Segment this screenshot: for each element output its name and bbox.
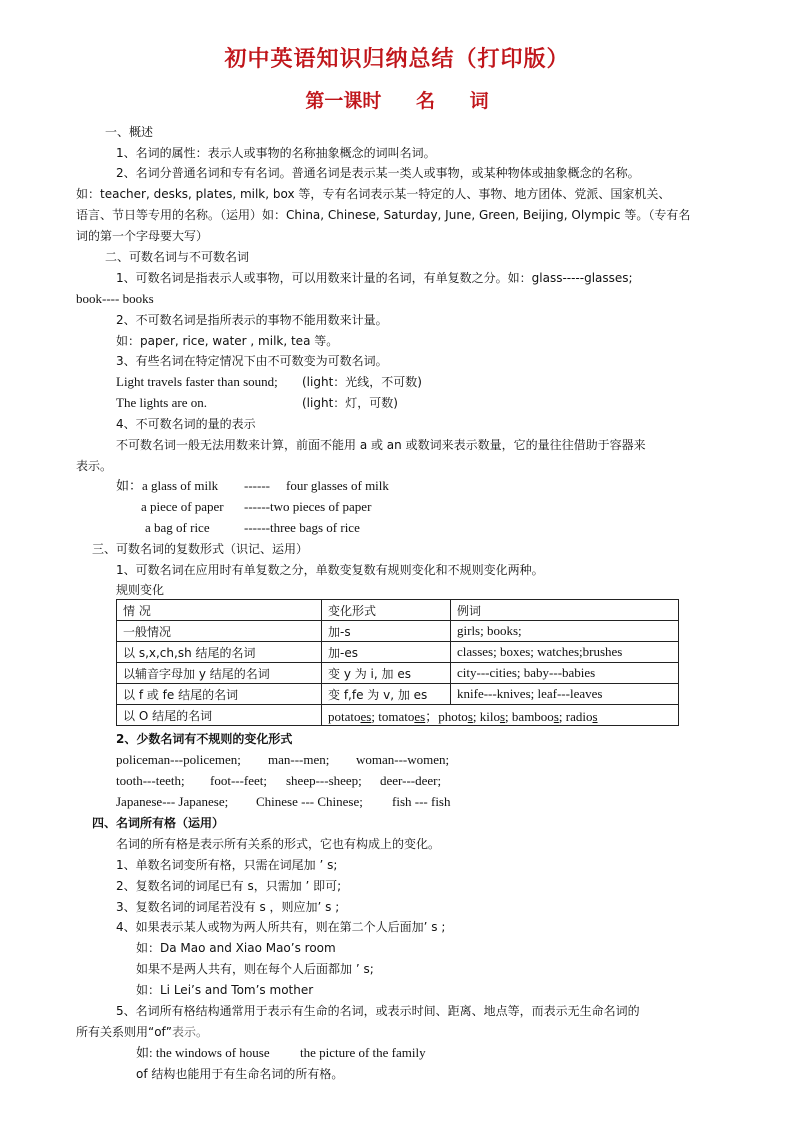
section-heading-plural: 三、可数名词的复数形式（识记、运用）: [92, 542, 309, 556]
lesson-topic-char-2: 词: [469, 90, 489, 112]
irregular-example: tooth---teeth;: [116, 773, 185, 788]
paragraph-line: [76, 1024, 208, 1040]
word-stem: potato: [328, 708, 361, 724]
o-ending-example-word: [328, 709, 371, 724]
lesson-subtitle: [0, 86, 794, 113]
example-phrase: four glasses of milk: [286, 478, 389, 493]
word-stem: tomato: [378, 708, 415, 724]
irregular-example: woman---women;: [356, 752, 450, 767]
irregular-example: Japanese--- Japanese;: [116, 794, 229, 809]
example-phrase: a bag of rice: [145, 520, 210, 535]
example-phrase: 如：a glass of milk: [116, 478, 219, 493]
paragraph-line: 词的第一个字母要大写）: [76, 229, 209, 243]
paragraph-line: 2、不可数名词是指所表示的事物不能用数来计量。: [116, 313, 388, 327]
table-row: [117, 621, 679, 642]
paragraph-line: 4、不可数名词的量的表示: [116, 417, 256, 431]
plural-rules-table: [116, 599, 679, 726]
paragraph-line: 语言、节日等专用的名称。（运用）如：China, Chinese, Saturday, June, Green, Beijing, Olympic 等。（专有名: [76, 208, 691, 222]
plural-suffix: s: [592, 708, 598, 724]
table-header-cell: 例词: [451, 600, 679, 621]
table-cell: girls; books;: [451, 621, 679, 642]
table-header-row: [117, 600, 679, 621]
paragraph-line: 如：teacher, desks, plates, milk, box 等，专有名词表示某一特定的人、事物、地方团体、党派、国家机关、: [76, 187, 671, 201]
plural-suffix: s: [467, 708, 473, 724]
example-sentence: The lights are on.: [116, 395, 207, 410]
irregular-example: man---men;: [268, 752, 330, 767]
irregular-example: foot---feet;: [210, 773, 268, 788]
lesson-topic-char-1: 名: [415, 90, 435, 112]
of-structure-suffix: 表示。: [172, 1025, 209, 1039]
lesson-number: 第一课时: [305, 90, 382, 112]
o-ending-example-word: [566, 709, 598, 724]
table-cell: classes; boxes; watches;brushes: [451, 642, 679, 663]
table-cell: 以 O 结尾的名词: [117, 705, 322, 726]
paragraph-line: 2、少数名词有不规则的变化形式: [116, 732, 293, 746]
of-structure-text: 所有关系则用“of”: [76, 1025, 173, 1039]
table-row: [117, 663, 679, 684]
example-dash: ------: [244, 478, 270, 493]
paragraph-line: of 结构也能用于有生命名词的所有格。: [136, 1067, 344, 1081]
word-stem: kilo: [479, 708, 500, 724]
paragraph-line: 3、有些名词在特定情况下由不可数变为可数名词。: [116, 354, 388, 368]
table-row: [117, 684, 679, 705]
example-phrase: 如: the windows of house: [136, 1045, 270, 1060]
paragraph-line: 4、如果表示某人或物为两人所共有，则在第二个人后面加’ s ;: [116, 920, 446, 934]
paragraph-line: 1、可数名词在应用时有单复数之分，单数变复数有规则变化和不规则变化两种。: [116, 563, 544, 577]
paragraph-line: 3、复数名词的词尾若没有 s ，则应加’ s ;: [116, 900, 340, 914]
paragraph-line: book---- books: [76, 291, 154, 306]
o-ending-examples-cell: [322, 705, 679, 726]
word-stem: bamboo: [511, 708, 554, 724]
paragraph-line: 规则变化: [116, 583, 165, 597]
table-cell: 以辅音字母加 y 结尾的名词: [117, 663, 322, 684]
separator: ;: [371, 708, 379, 724]
paragraph-line: 2、名词分普通名词和专有名词。普通名词是表示某一类人或事物，或某种物体或抽象概念的名称。: [116, 166, 640, 180]
table-cell: 变 f,fe 为 v, 加 es: [322, 684, 451, 705]
paragraph-line: 表示。: [76, 459, 113, 473]
table-row: [117, 705, 679, 726]
example-sentence: Light travels faster than sound;: [116, 374, 278, 389]
paragraph-line: 名词的所有格是表示所有关系的形式，它也有构成上的变化。: [116, 837, 441, 851]
separator: ;: [505, 708, 512, 724]
table-cell: city---cities; baby---babies: [451, 663, 679, 684]
paragraph-line: 1、单数名词变所有格，只需在词尾加 ’ s;: [116, 858, 338, 872]
irregular-example: Chinese --- Chinese;: [256, 794, 363, 809]
example-sentence: 如：Da Mao and Xiao Mao’s room: [136, 941, 336, 955]
table-header-cell: 情 况: [117, 600, 322, 621]
irregular-example: sheep---sheep;: [286, 773, 362, 788]
o-ending-example-word: [512, 709, 559, 724]
example-phrase: ------three bags of rice: [244, 520, 360, 535]
paragraph-line: 2、复数名词的词尾已有 s，只需加 ’ 即可;: [116, 879, 342, 893]
o-ending-example-word: [378, 709, 425, 724]
paragraph-line: 如果不是两人共有，则在每个人后面都加 ’ s;: [136, 962, 374, 976]
paragraph-line: 1、可数名词是指表示人或事物，可以用数来计量的名词，有单复数之分。如：glass-----glasses;: [116, 271, 633, 285]
table-cell: 变 y 为 i, 加 es: [322, 663, 451, 684]
example-phrase: ------two pieces of paper: [244, 499, 372, 514]
plural-suffix: s: [499, 708, 506, 724]
example-note: (light：灯，可数): [302, 396, 398, 410]
irregular-example: policeman---policemen;: [116, 752, 241, 767]
table-cell: 加-s: [322, 621, 451, 642]
o-ending-example-word: [480, 709, 505, 724]
irregular-example: deer---deer;: [380, 773, 442, 788]
table-cell: knife---knives; leaf---leaves: [451, 684, 679, 705]
separator: ；: [425, 708, 439, 724]
plural-suffix: es: [414, 708, 426, 724]
table-cell: 以 s,x,ch,sh 结尾的名词: [117, 642, 322, 663]
table-cell: 加-es: [322, 642, 451, 663]
plural-suffix: es: [360, 708, 372, 724]
section-heading-overview: 一、概述: [105, 125, 154, 139]
paragraph-line: 不可数名词一般无法用数来计算，前面不能用 a 或 an 或数词来表示数量，它的量往往借助于容器来: [116, 438, 646, 452]
table-row: [117, 642, 679, 663]
irregular-example: fish --- fish: [392, 794, 451, 809]
plural-suffix: s: [553, 708, 559, 724]
table-header-cell: 变化形式: [322, 600, 451, 621]
example-note: (light：光线，不可数): [302, 375, 422, 389]
paragraph-line: 1、名词的属性：表示人或事物的名称抽象概念的词叫名词。: [116, 146, 436, 160]
document-title: 初中英语知识归纳总结（打印版）: [224, 46, 570, 72]
table-cell: 以 f 或 fe 结尾的名词: [117, 684, 322, 705]
word-stem: radio: [565, 708, 593, 724]
example-sentence: 如：Li Lei’s and Tom’s mother: [136, 983, 314, 997]
example-phrase: a piece of paper: [141, 499, 224, 514]
separator: ;: [558, 708, 566, 724]
section-heading-countable: 二、可数名词与不可数名词: [105, 250, 250, 264]
paragraph-line: 5、名词所有格结构通常用于表示有生命的名词，或表示时间、距离、地点等，而表示无生命名词的: [116, 1004, 640, 1018]
example-phrase: the picture of the family: [300, 1045, 426, 1060]
word-stem: photo: [438, 708, 468, 724]
paragraph-line: 如：paper, rice, water , milk, tea 等。: [116, 334, 339, 348]
separator: ;: [472, 708, 480, 724]
table-cell: 一般情况: [117, 621, 322, 642]
o-ending-example-word: [438, 709, 473, 724]
section-heading-possessive: 四、名词所有格（运用）: [92, 816, 225, 830]
